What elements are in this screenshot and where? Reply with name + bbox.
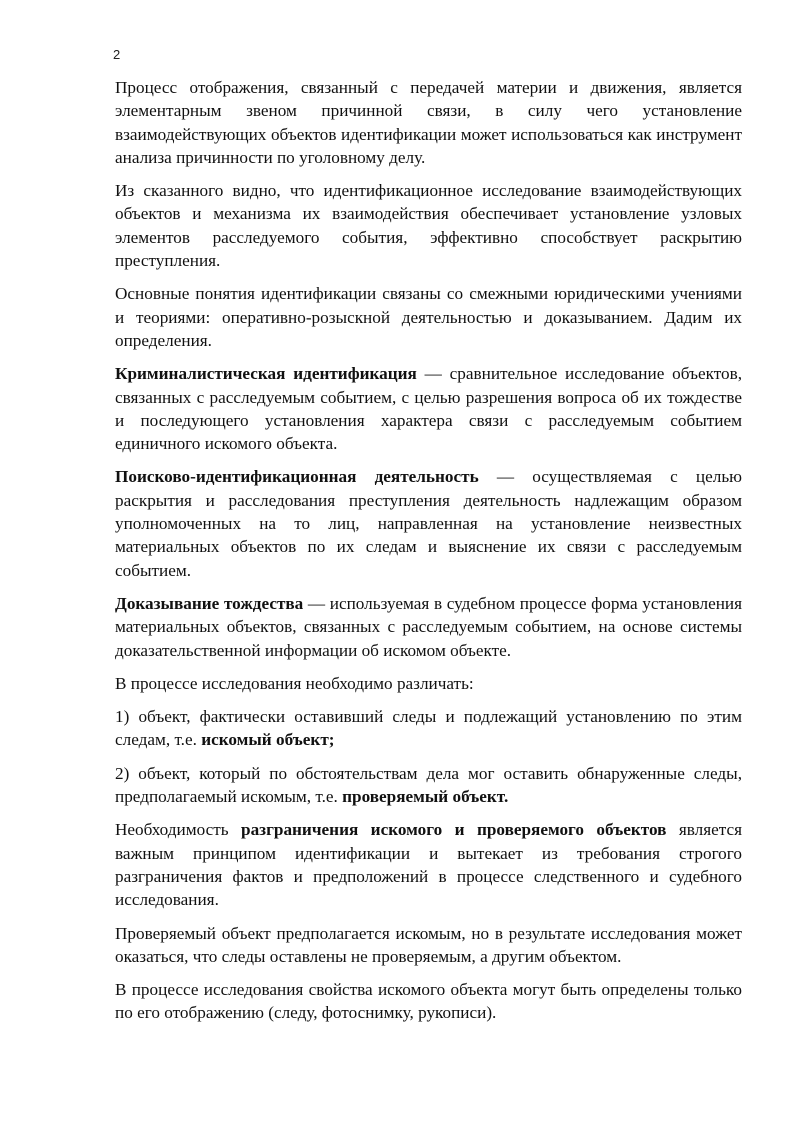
paragraph-text: является важным принципом идентификации и вытекает из требования строгого разграничения фактов и предположений в процессе следственного и судебного исследования. bbox=[115, 820, 743, 910]
list-item-checked-object bbox=[115, 762, 742, 809]
definition-text: — сравнительное исследование объектов, связанных с расследуемым событием, с целью разрешения вопроса об их тождестве и последующего установления характера связи с расследуемым событием единичного искомого объекта. bbox=[115, 364, 742, 454]
paragraph-text: Необходимость bbox=[115, 820, 242, 840]
paragraph-checked-object-assumption bbox=[115, 922, 742, 969]
paragraph-basic-concepts bbox=[115, 282, 742, 352]
paragraph-identification-research bbox=[115, 179, 742, 272]
list-item-sought-object bbox=[115, 705, 742, 752]
paragraph-text: Проверяемый объект предполагается искомым, но в результате исследования может оказаться, что следы оставлены не проверяемым, а другим объектом. bbox=[115, 923, 742, 966]
paragraph-text: В процессе исследования свойства искомого объекта могут быть определены только по его отображению (следу, фотоснимку, рукописи). bbox=[115, 980, 742, 1023]
paragraph-text: Процесс отображения, связанный с передачей материи и движения, является элементарным звеном причинной связи, в силу чего установление взаимодействующих объектов идентификации может использоваться как инструмент анализа причинности по уголовному делу. bbox=[115, 78, 742, 167]
defined-term: Криминалистическая идентификация bbox=[115, 364, 417, 384]
paragraph-definition-criminalistic-identification bbox=[115, 362, 742, 455]
list-item-text: 1) объект, фактически оставивший следы и подлежащий установлению по этим следам, т.е. bbox=[115, 707, 742, 750]
paragraph-definition-search-activity bbox=[115, 465, 742, 581]
defined-term: Поисково-идентификационная деятельность bbox=[115, 467, 479, 487]
paragraph-text: В процессе исследования необходимо различать: bbox=[115, 673, 474, 693]
definition-text: — осуществляемая с целью раскрытия и расследования преступления деятельность надлежащим образом уполномоченных на то лиц, направленная на установление неизвестных материальных объектов по их следам и выяснение их связи с расследуемым событием. bbox=[115, 467, 743, 580]
defined-term: Доказывание тождества bbox=[115, 593, 304, 613]
paragraph-definition-proving-identity bbox=[115, 592, 742, 662]
paragraph-distinguish-intro bbox=[115, 672, 742, 695]
document-body bbox=[115, 76, 742, 1035]
paragraph-sought-object-properties bbox=[115, 978, 742, 1025]
paragraph-text: Основные понятия идентификации связаны со смежными юридическими учениями и теориями: оперативно-розыскной деятельностью и доказыванием. Дадим их определения. bbox=[115, 284, 742, 350]
definition-text: — используемая в судебном процессе форма установления материальных объектов, связанных с расследуемым событием, на основе системы доказательственной информации об искомом объекте. bbox=[115, 593, 742, 660]
page-number: 2 bbox=[113, 47, 121, 62]
emphasized-term: проверяемый объект. bbox=[342, 787, 509, 807]
paragraph-causality bbox=[115, 76, 742, 169]
list-item-text: 2) объект, который по обстоятельствам дела мог оставить обнаруженные следы, предполагаемый искомым, т.е. bbox=[115, 763, 742, 807]
paragraph-distinction-principle bbox=[115, 818, 742, 911]
emphasized-term: разграничения искомого и проверяемого объектов bbox=[241, 820, 667, 840]
emphasized-term: искомый объект; bbox=[201, 730, 335, 750]
paragraph-text: Из сказанного видно, что идентификационное исследование взаимодействующих объектов и механизма их взаимодействия обеспечивает установление узловых элементов расследуемого события, эффективно способствует раскрытию преступления. bbox=[115, 181, 742, 271]
